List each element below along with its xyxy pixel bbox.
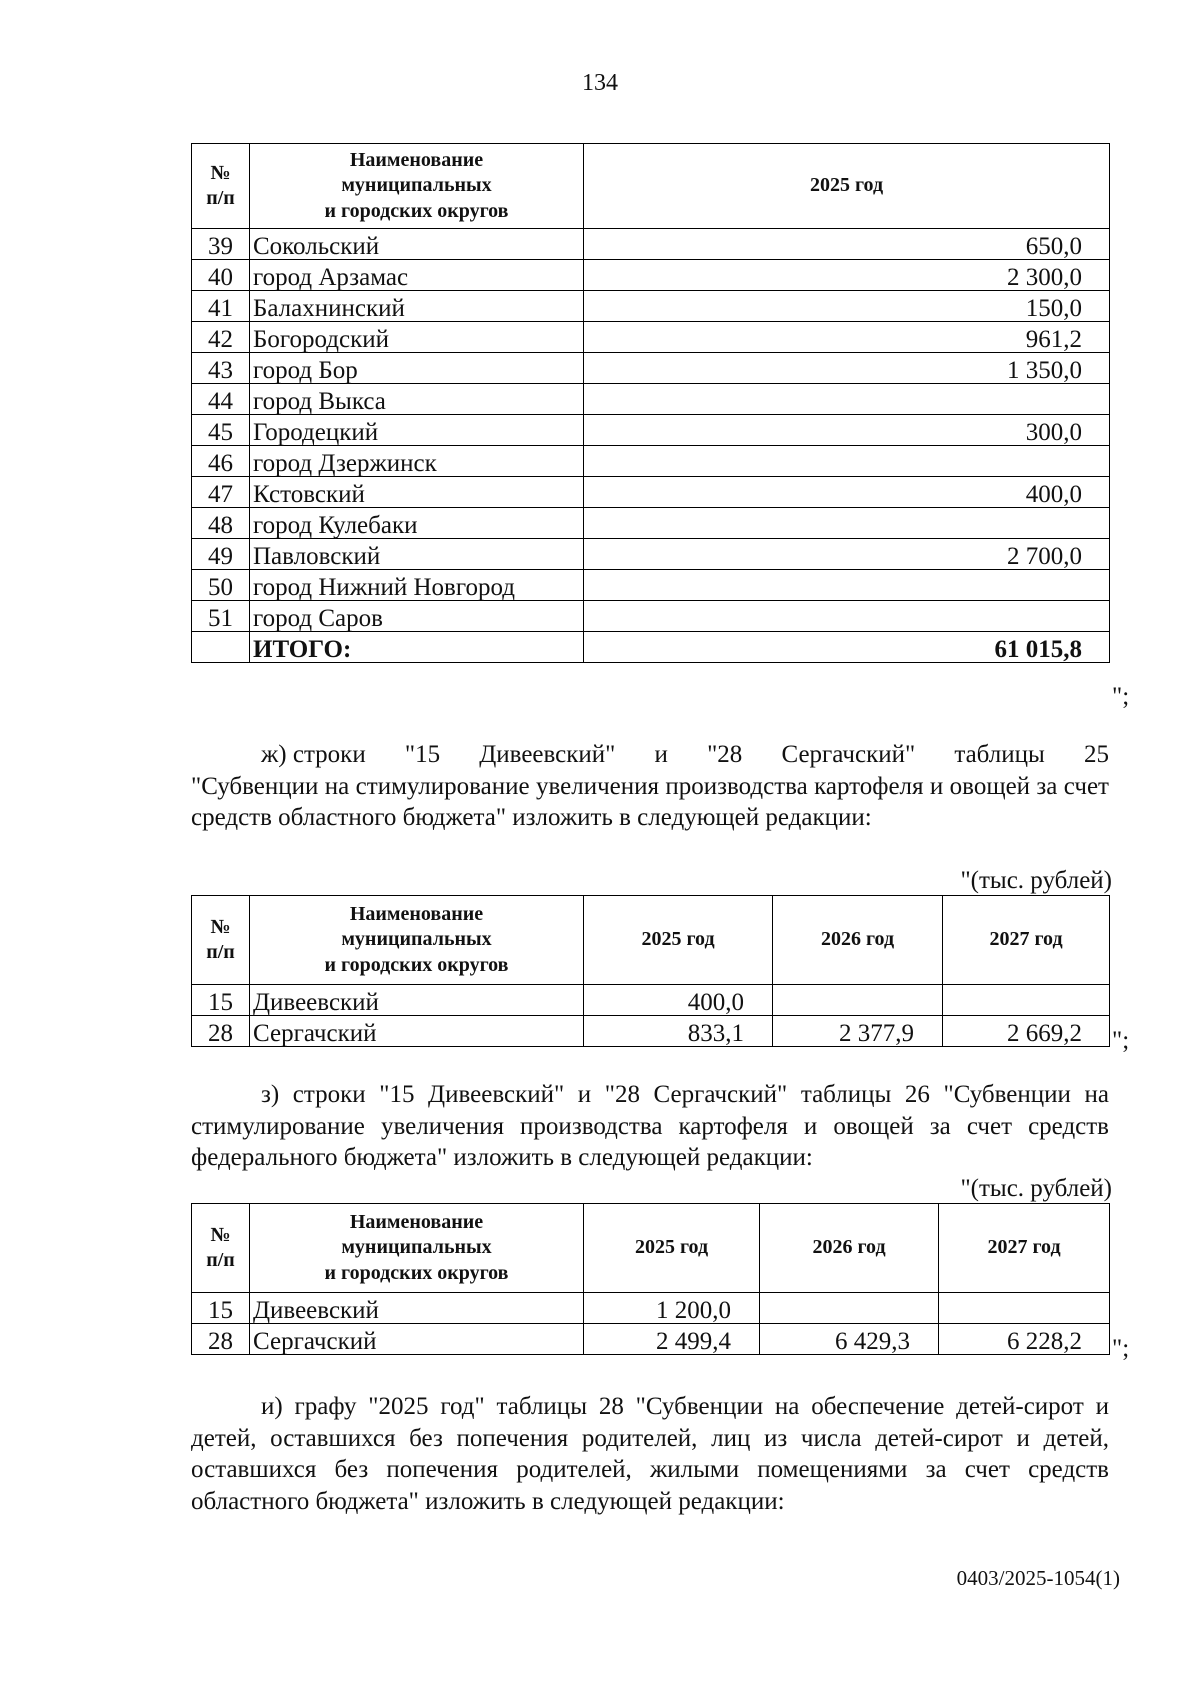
table-row: 28 Сергачский 833,1 2 377,9 2 669,2 <box>192 1016 1110 1047</box>
header-2025: 2025 год <box>584 144 1110 229</box>
table-row: 50 город Нижний Новгород <box>192 570 1110 601</box>
header-2027: 2027 год <box>943 896 1110 985</box>
table-row: 41 Балахнинский 150,0 <box>192 291 1110 322</box>
header-num: № п/п <box>192 144 250 229</box>
table-3 <box>191 1203 1110 1355</box>
paragraph-i: и) графу "2025 год" таблицы 28 "Субвенции на обеспечение детей-сирот и детей, оставшихся без попечения родителей, лиц из числа детей-сирот и детей, оставшихся без попечения родителей, жилыми помещениями за счет средств областного бюджета" изложить в следующей редакции: <box>191 1393 1109 1515</box>
table-2 <box>191 895 1110 1047</box>
table-row: 44 город Выкса <box>192 384 1110 415</box>
unit-label: "(тыс. рублей) <box>960 867 1112 894</box>
header-2026: 2026 год <box>773 896 943 985</box>
table-row: 39 Сокольский 650,0 <box>192 229 1110 260</box>
table-row: 47 Кстовский 400,0 <box>192 477 1110 508</box>
page-number: 134 <box>582 70 618 96</box>
header-name: Наименование муниципальных и городских округов <box>250 144 584 229</box>
header-num: № п/п <box>192 1204 250 1293</box>
unit-label: "(тыс. рублей) <box>960 1175 1112 1202</box>
header-name: Наименование муниципальных и городских округов <box>250 896 584 985</box>
table-3-header <box>192 1204 1110 1293</box>
table-2-header <box>192 896 1110 985</box>
table-1-closing-quote: "; <box>1112 683 1130 710</box>
table-1-header <box>192 144 1110 229</box>
table-row: 48 город Кулебаки <box>192 508 1110 539</box>
table-row: 15 Дивеевский 1 200,0 <box>192 1293 1110 1324</box>
header-2027: 2027 год <box>939 1204 1110 1293</box>
table-row: 15 Дивеевский 400,0 <box>192 985 1110 1016</box>
table-row: 43 город Бор 1 350,0 <box>192 353 1110 384</box>
table-total-row <box>192 632 1110 663</box>
document-code: 0403/2025-1054(1) <box>956 1566 1120 1590</box>
table-row: 28 Сергачский 2 499,4 6 429,3 6 228,2 <box>192 1324 1110 1355</box>
table-1 <box>191 143 1110 663</box>
table-3-closing-quote: "; <box>1112 1335 1130 1362</box>
header-2025: 2025 год <box>584 896 773 985</box>
header-name: Наименование муниципальных и городских округов <box>250 1204 584 1293</box>
total-label: ИТОГО: <box>250 632 584 663</box>
paragraph-z: з) строки "15 Дивеевский" и "28 Сергачский" таблицы 26 "Субвенции на стимулирование увеличения производства картофеля и овощей за счет средств федерального бюджета" изложить в следующей редакции: <box>191 1081 1109 1171</box>
table-row: 46 город Дзержинск <box>192 446 1110 477</box>
header-2025: 2025 год <box>584 1204 760 1293</box>
paragraph-zh <box>191 739 1109 834</box>
table-2-closing-quote: "; <box>1112 1027 1130 1054</box>
table-row: 42 Богородский 961,2 <box>192 322 1110 353</box>
paragraph-zh-rest: "Субвенции на стимулирование увеличения производства картофеля и овощей за счет средств областного бюджета" изложить в следующей редакции: <box>191 772 1109 831</box>
total-value: 61 015,8 <box>584 632 1110 663</box>
table-row: 51 город Саров <box>192 601 1110 632</box>
header-2026: 2026 год <box>760 1204 939 1293</box>
paragraph-zh-first-line: ж) строки "15 Дивеевский" и "28 Сергачский" таблицы 25 <box>261 741 1109 768</box>
table-row: 45 Городецкий 300,0 <box>192 415 1110 446</box>
header-num: № п/п <box>192 896 250 985</box>
table-row: 49 Павловский 2 700,0 <box>192 539 1110 570</box>
table-row: 40 город Арзамас 2 300,0 <box>192 260 1110 291</box>
